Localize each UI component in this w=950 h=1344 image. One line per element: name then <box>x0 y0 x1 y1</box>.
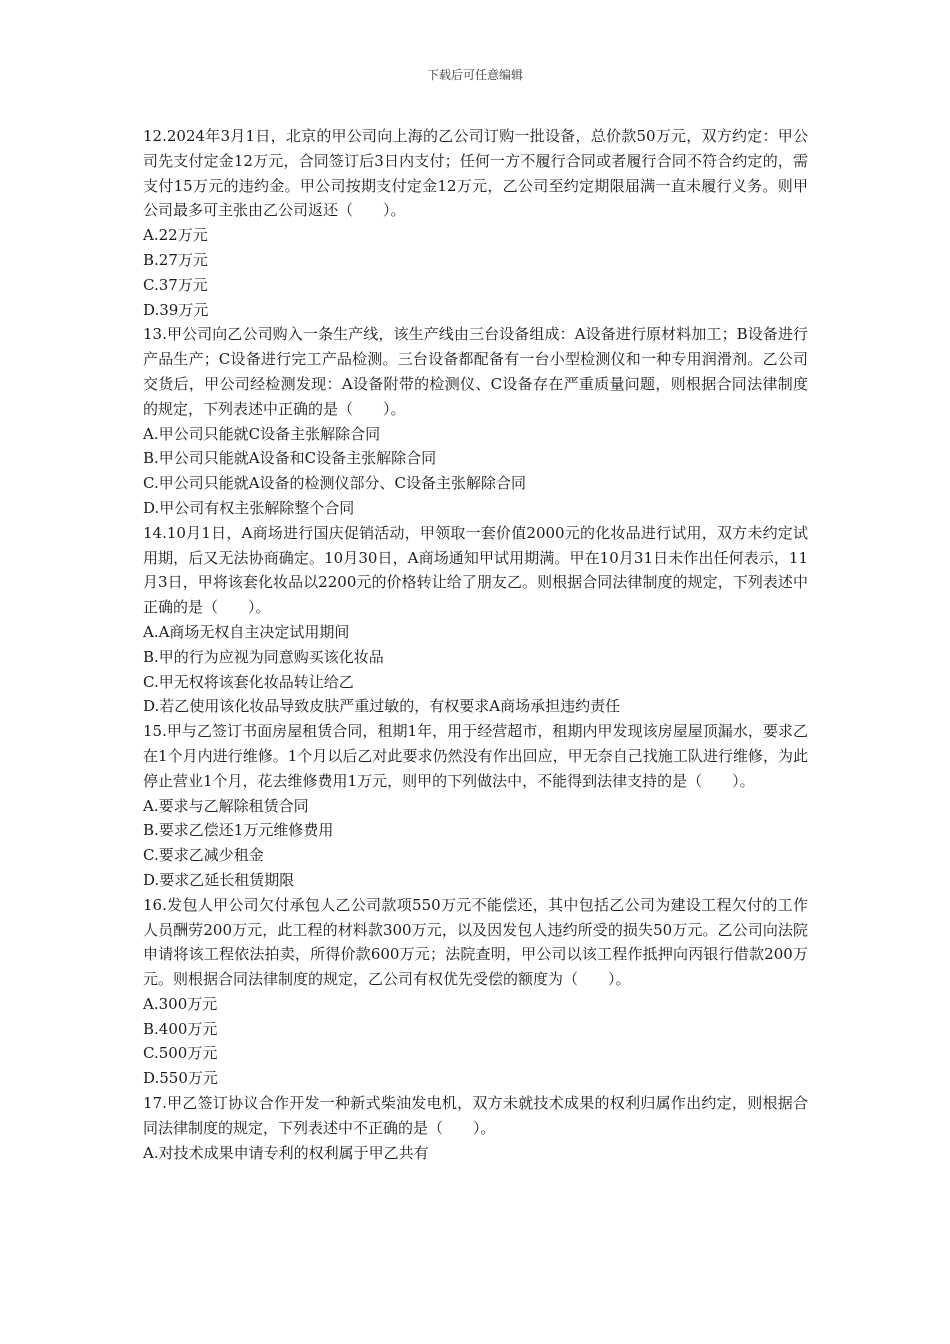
option-b: B.27万元 <box>143 250 208 269</box>
option-d: D.甲公司有权主张解除整个合同 <box>143 498 355 517</box>
option-c: C.要求乙减少租金 <box>143 846 264 865</box>
question-12 <box>143 124 808 322</box>
question-stem: 15.甲与乙签订书面房屋租赁合同，租期1年，用于经营超市，租期内甲发现该房屋屋顶漏水，要求乙在1个月内进行维修。1个月以后乙对此要求仍然没有作出回应，甲无奈自己找施工队进行维修，为此停止营业1个月，花去维修费用1万元，则甲的下列做法中，不能得到法律支持的是（ ）。 <box>143 722 808 790</box>
option-a: A.要求与乙解除租赁合同 <box>143 796 309 815</box>
question-list <box>143 124 808 1165</box>
option-a: A.22万元 <box>143 226 208 245</box>
option-a: A.300万元 <box>143 994 218 1013</box>
question-16 <box>143 893 808 1091</box>
option-c: C.甲无权将该套化妆品转让给乙 <box>143 672 354 691</box>
option-d: D.39万元 <box>143 300 209 319</box>
option-a: A.甲公司只能就C设备主张解除合同 <box>143 424 381 443</box>
question-13 <box>143 322 808 520</box>
option-d: D.要求乙延长租赁期限 <box>143 870 295 889</box>
question-stem: 14.10月1日，A商场进行国庆促销活动，甲领取一套价值2000元的化妆品进行试用，双方未约定试用期，后又无法协商确定。10月30日，A商场通知甲试用期满。甲在10月31日未作出任何表示，11月3日，甲将该套化妆品以2200元的价格转让给了朋友乙。则根据合同法律制度的规定，下列表述中正确的是（ ）。 <box>143 523 808 617</box>
option-c: C.37万元 <box>143 275 208 294</box>
question-15 <box>143 719 808 893</box>
option-b: B.甲公司只能就A设备和C设备主张解除合同 <box>143 449 437 468</box>
page-header: 下载后可任意编辑 <box>426 68 523 82</box>
option-a: A.对技术成果申请专利的权利属于甲乙共有 <box>143 1143 429 1162</box>
question-stem: 12.2024年3月1日，北京的甲公司向上海的乙公司订购一批设备，总价款50万元，双方约定：甲公司先支付定金12万元，合同签订后3日内支付；任何一方不履行合同或者履行合同不符合约定的，需支付15万元的违约金。甲公司按期支付定金12万元，乙公司至约定期限届满一直未履行义务。则甲公司最多可主张由乙公司返还（ ）。 <box>143 127 808 220</box>
option-b: B.甲的行为应视为同意购买该化妆品 <box>143 647 384 666</box>
option-b: B.要求乙偿还1万元维修费用 <box>143 821 334 840</box>
option-d: D.若乙使用该化妆品导致皮肤严重过敏的，有权要求A商场承担违约责任 <box>143 697 621 716</box>
question-stem: 13.甲公司向乙公司购入一条生产线，该生产线由三台设备组成：A设备进行原材料加工；B设备进行产品生产；C设备进行完工产品检测。三台设备都配备有一台小型检测仪和一种专用润滑剂。乙公司交货后，甲公司经检测发现：A设备附带的检测仪、C设备存在严重质量问题，则根据合同法律制度的规定，下列表述中正确的是（ ）。 <box>143 325 808 418</box>
option-d: D.550万元 <box>143 1069 218 1088</box>
option-b: B.400万元 <box>143 1019 218 1038</box>
question-stem: 17.甲乙签订协议合作开发一种新式柴油发电机，双方未就技术成果的权利归属作出约定，则根据合同法律制度的规定，下列表述中不正确的是（ ）。 <box>143 1094 808 1137</box>
option-c: C.甲公司只能就A设备的检测仪部分、C设备主张解除合同 <box>143 474 527 493</box>
option-c: C.500万元 <box>143 1044 218 1063</box>
option-a: A.A商场无权自主决定试用期间 <box>143 622 350 641</box>
question-stem: 16.发包人甲公司欠付承包人乙公司款项550万元不能偿还，其中包括乙公司为建设工程欠付的工作人员酬劳200万元，此工程的材料款300万元，以及因发包人违约所受的损失50万元。乙公司向法院申请将该工程依法拍卖，所得价款600万元；法院查明，甲公司以该工程作抵押向丙银行借款200万元。则根据合同法律制度的规定，乙公司有权优先受偿的额度为（ ）。 <box>143 895 808 989</box>
question-14 <box>143 521 808 719</box>
question-17 <box>143 1091 808 1165</box>
